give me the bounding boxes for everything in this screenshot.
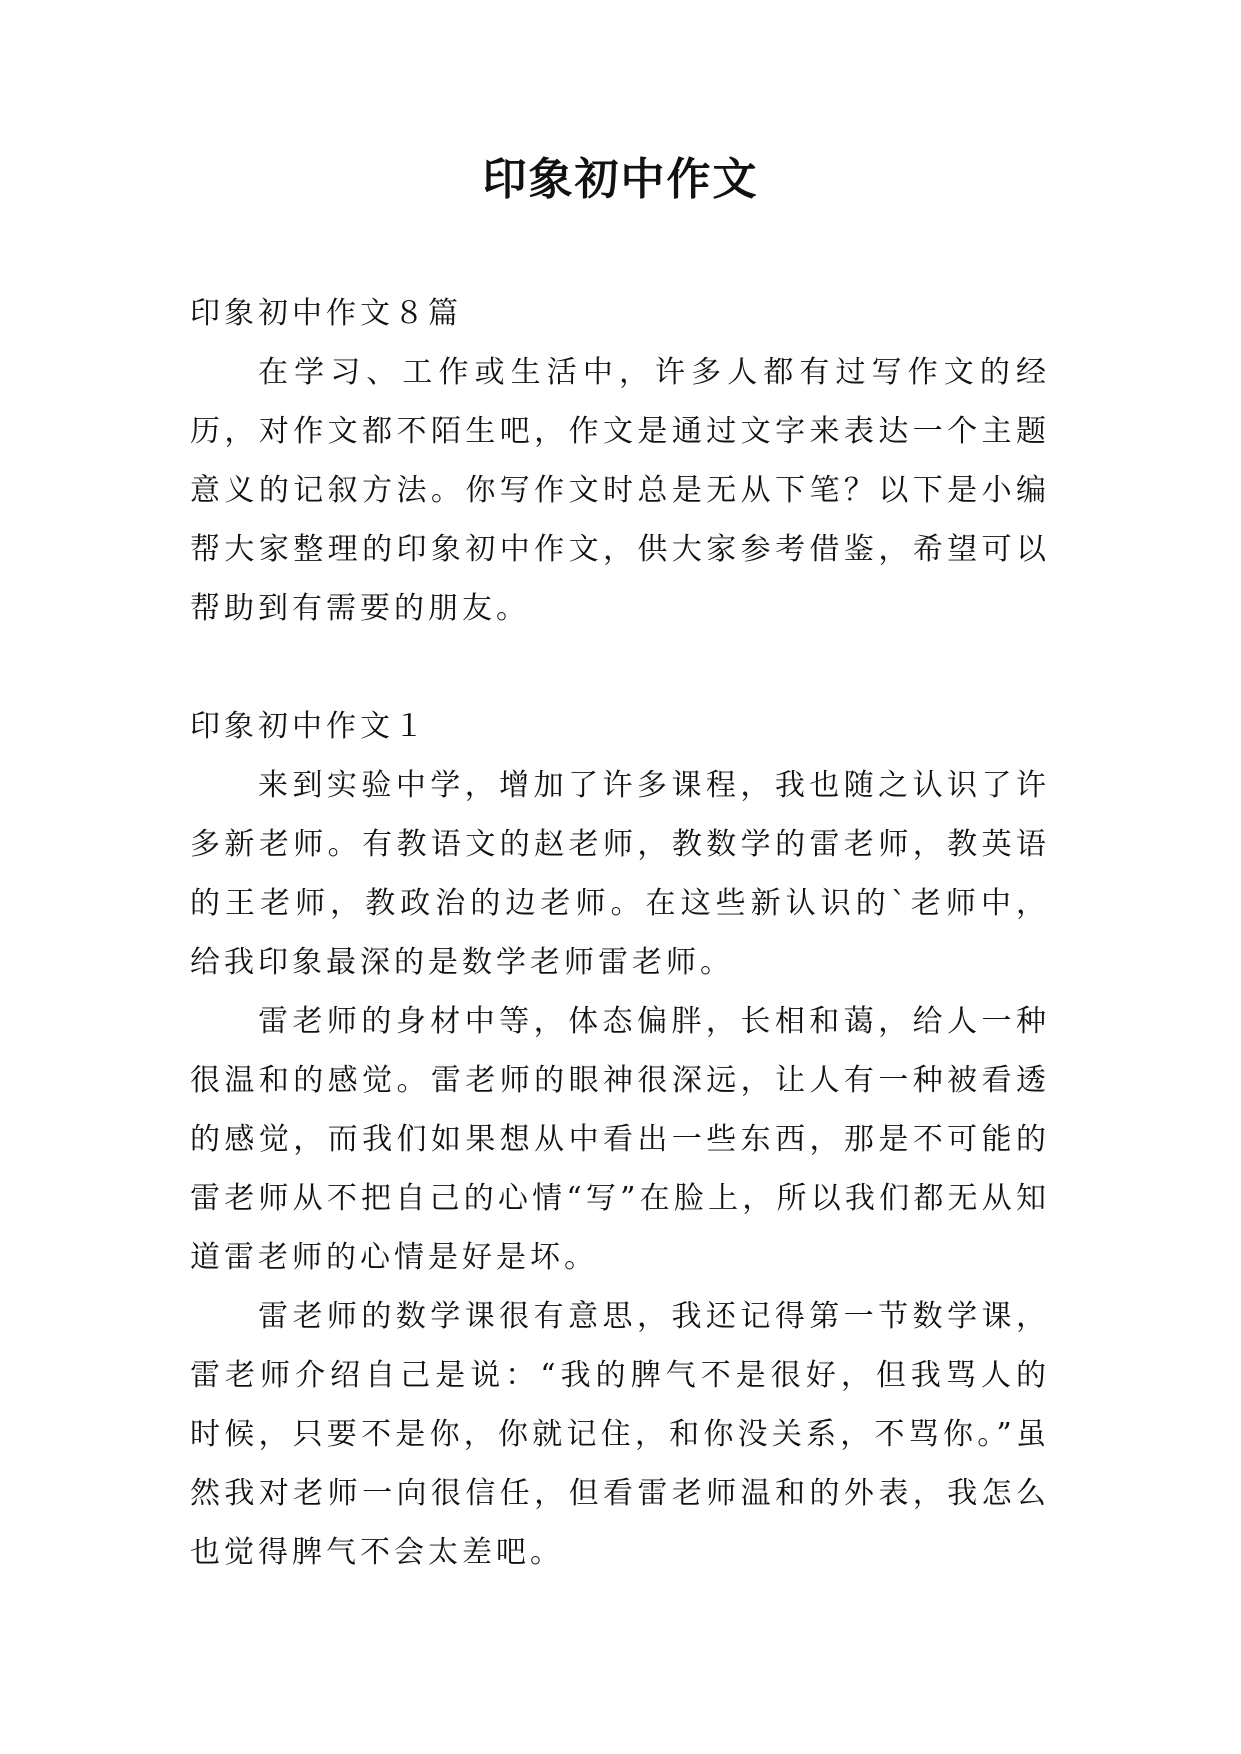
- document-body: [190, 284, 1050, 1582]
- document-title: 印象初中作文: [482, 154, 759, 205]
- intro-heading: 印象初中作文８篇: [190, 296, 462, 331]
- section-1-paragraph-3: 雷老师的数学课很有意思，我还记得第一节数学课，雷老师介绍自己是说：“我的脾气不是很好，但我骂人的时候，只要不是你，你就记住，和你没关系，不骂你。”虽然我对老师一向很信任，但看雷老师温和的外表，我怎么也觉得脾气不会太差吧。: [190, 1299, 1050, 1570]
- section-spacer: [190, 638, 1050, 697]
- section-1-paragraph-1: 来到实验中学，增加了许多课程，我也随之认识了许多新老师。有教语文的赵老师，教数学的雷老师，教英语的王老师，教政治的边老师。在这些新认识的`老师中，给我印象最深的是数学老师雷老师。: [190, 768, 1050, 980]
- section-1-heading: 印象初中作文１: [190, 709, 428, 744]
- section-1-paragraph-2: 雷老师的身材中等，体态偏胖，长相和蔼，给人一种很温和的感觉。雷老师的眼神很深远，让人有一种被看透的感觉，而我们如果想从中看出一些东西，那是不可能的雷老师从不把自己的心情“写”在脸上，所以我们都无从知道雷老师的心情是好是坏。: [190, 1004, 1050, 1275]
- intro-paragraph: 在学习、工作或生活中，许多人都有过写作文的经历，对作文都不陌生吧，作文是通过文字来表达一个主题意义的记叙方法。你写作文时总是无从下笔？以下是小编帮大家整理的印象初中作文，供大家参考借鉴，希望可以帮助到有需要的朋友。: [190, 355, 1050, 626]
